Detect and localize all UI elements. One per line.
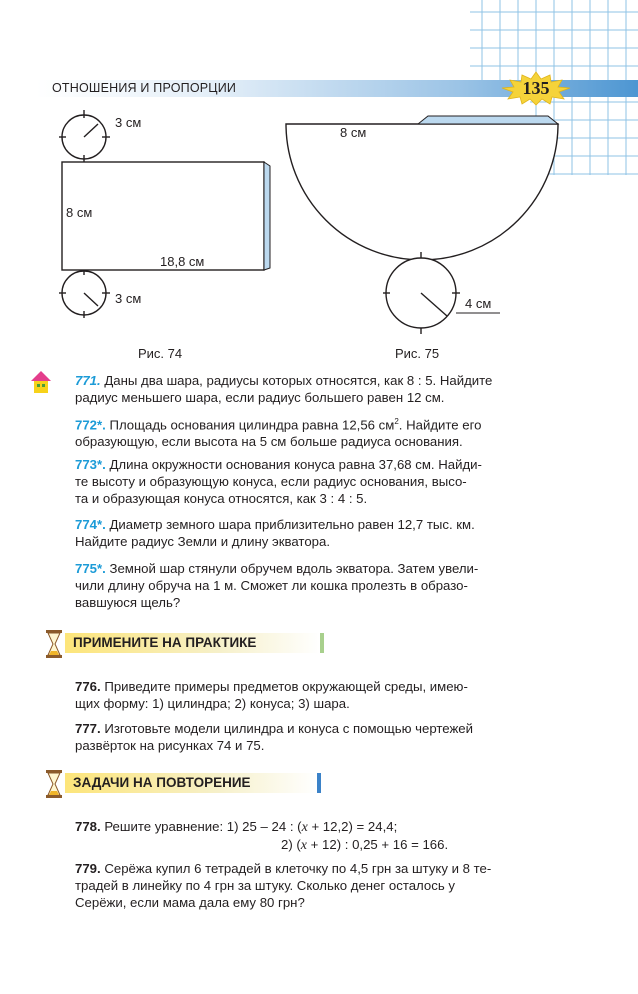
figures-74-75 xyxy=(0,0,638,370)
problem-number: 775 xyxy=(75,561,98,576)
fig75-sector xyxy=(286,124,558,260)
problem-number: 774 xyxy=(75,517,98,532)
fig74-length-label: 18,8 см xyxy=(160,254,205,269)
problem-text: Длина окружности основания конуса равна 37,68 см. Найди- xyxy=(109,457,482,472)
section-practice-heading xyxy=(45,630,335,656)
problem-774 xyxy=(75,516,565,550)
problem-text: Решите уравнение: 1) 25 – 24 : ( xyxy=(104,819,302,834)
problem-number: 776. xyxy=(75,679,101,694)
superscript: 2 xyxy=(394,417,399,426)
page-number: 135 xyxy=(522,78,550,98)
problem-number: 778. xyxy=(75,819,101,834)
problem-text: те высоту и образующую конуса, если радиус основания, высо- xyxy=(75,474,467,489)
problem-number: 772 xyxy=(75,417,98,433)
problem-text: . Найдите его xyxy=(398,417,482,433)
fig74-rect-side xyxy=(264,162,270,270)
section-title: ЗАДАЧИ НА ПОВТОРЕНИЕ xyxy=(73,775,251,790)
problem-text: Изготовьте модели цилиндра и конуса с помощью чертежей xyxy=(104,721,473,736)
problem-text: Приведите примеры предметов окружающей среды, имею- xyxy=(104,679,468,694)
problem-773 xyxy=(75,456,565,507)
fig74-height-label: 8 см xyxy=(66,205,93,220)
fig74-radius-label-top: 3 см xyxy=(115,115,142,130)
variable-x: x xyxy=(300,838,307,853)
problem-text: Серёжи, если мама дала ему 80 грн? xyxy=(75,895,305,910)
problem-779 xyxy=(75,860,565,911)
problem-772 xyxy=(75,413,565,450)
problem-text: Земной шар стянули обручем вдоль экватора. Затем увели- xyxy=(109,561,479,576)
problem-text: Серёжа купил 6 тетрадей в клеточку по 4,5 грн за штуку и 8 те- xyxy=(104,861,492,876)
problem-778 xyxy=(75,818,565,854)
problem-number: 777. xyxy=(75,721,101,736)
problem-text: радиус меньшего шара, если радиус большего равен 12 см. xyxy=(75,390,445,405)
fig75-caption: Рис. 75 xyxy=(395,346,440,361)
problem-text: традей в линейку по 4 грн за штуку. Сколько денег осталось у xyxy=(75,878,455,893)
hourglass-icon xyxy=(45,630,63,658)
problem-text: развёрток на рисунках 74 и 75. xyxy=(75,738,265,753)
problem-number: 779. xyxy=(75,861,101,876)
problem-text: щих форму: 1) цилиндра; 2) конуса; 3) шара. xyxy=(75,696,350,711)
problem-775 xyxy=(75,560,565,611)
hourglass-icon xyxy=(45,770,63,798)
problem-text: образующую, если высота на 5 см больше радиуса основания. xyxy=(75,434,463,450)
problem-771 xyxy=(75,372,565,406)
variable-x: x xyxy=(301,820,308,835)
problem-number: 771. xyxy=(75,373,101,388)
fig74-caption: Рис. 74 xyxy=(138,346,183,361)
fig75-circle-label: 4 см xyxy=(465,296,492,311)
house-icon xyxy=(30,370,52,396)
section-review-heading xyxy=(45,770,335,796)
problem-text: Найдите радиус Земли и длину экватора. xyxy=(75,534,330,549)
fig75-sector-tab xyxy=(418,116,558,124)
fig74-radius-label-bottom: 3 см xyxy=(115,291,142,306)
problem-number: 773 xyxy=(75,457,98,472)
star-mark: *. xyxy=(97,417,106,433)
chapter-title: ОТНОШЕНИЯ И ПРОПОРЦИИ xyxy=(52,81,237,95)
section-title: ПРИМЕНИТЕ НА ПРАКТИКЕ xyxy=(73,635,257,650)
figure75-drawing xyxy=(286,116,558,334)
problem-text: вавшуюся щель? xyxy=(75,595,181,610)
star-mark: *. xyxy=(97,517,106,532)
problem-text: чили длину обруча на 1 м. Сможет ли кошка пролезть в образо- xyxy=(75,578,468,593)
problem-text: та и образующая конуса относятся, как 3 : 4 : 5. xyxy=(75,491,368,506)
problem-text: + 12) : 0,25 + 16 = 166. xyxy=(307,837,449,852)
problem-text: 2) ( xyxy=(281,837,301,852)
problem-text: Даны два шара, радиусы которых относятся, как 8 : 5. Найдите xyxy=(104,373,493,388)
problem-text: Диаметр земного шара приблизительно равен 12,7 тыс. км. xyxy=(109,517,475,532)
problem-text: + 12,2) = 24,4; xyxy=(307,819,398,834)
star-mark: *. xyxy=(97,561,106,576)
problem-text: Площадь основания цилиндра равна 12,56 см xyxy=(109,417,395,433)
problem-777 xyxy=(75,720,565,754)
fig75-sector-label: 8 см xyxy=(340,125,367,140)
star-mark: *. xyxy=(97,457,106,472)
problem-776 xyxy=(75,678,565,712)
